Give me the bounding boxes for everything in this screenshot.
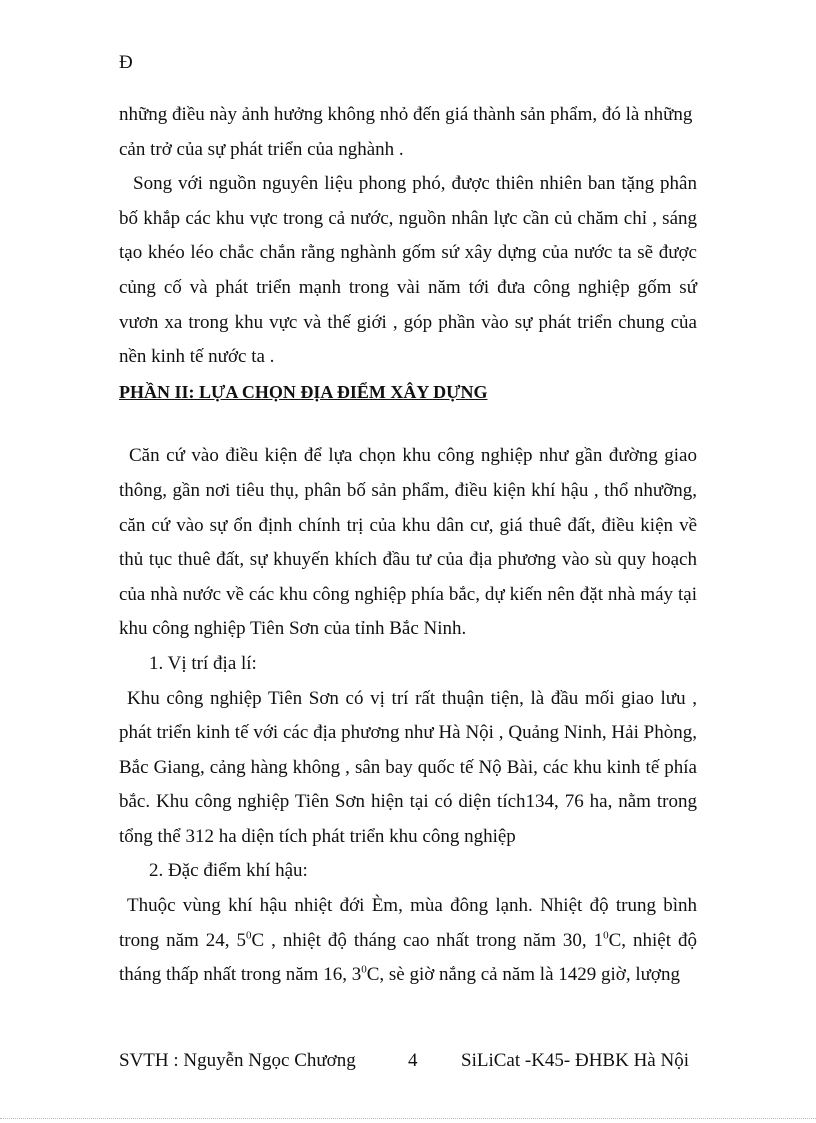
header-mark: Đ xyxy=(119,52,133,73)
page-bottom-rule xyxy=(0,1118,816,1119)
item-2-text-b: C , nhiệt độ tháng cao nhất trong năm 30, 1 xyxy=(251,929,604,951)
intro-paragraph: Căn cứ vào điều kiện để lựa chọn khu công nghiệp như gần đường giao thông, gần nơi tiêu thụ, phân bố sản phẩm, điều kiện khí hậu , thổ nhưỡng, căn cứ vào sự ổn định chính trị của khu dân cư, giá thuê đất, điều kiện về thủ tục thuê đất, sự khuyến khích đầu tư của địa phương vào sù quy hoạch của nhà nước về các khu công nghiệp phía bắc, dự kiến nên đặt nhà máy tại khu công nghiệp Tiên Sơn của tỉnh Bắc Ninh. xyxy=(119,445,697,640)
paragraph-1-line-2: cản trở của sự phát triển của nghành . xyxy=(119,138,404,160)
item-2-text xyxy=(119,889,697,993)
item-2-text-c: C, nhiệt độ tháng thấp nhất trong năm 16, 3 xyxy=(119,929,697,986)
degree-superscript: 0 xyxy=(246,929,252,942)
item-2-title: 2. Đặc điểm khí hậu: xyxy=(149,860,308,882)
degree-superscript: 0 xyxy=(361,963,367,976)
paragraph-1-line-1: những điều này ảnh hưởng không nhỏ đến giá thành sản phẩm, đó là những xyxy=(119,104,693,125)
section-heading: PHẦN II: LỰA CHỌN ĐỊA ĐIỂM XÂY DỰNG xyxy=(119,381,488,402)
footer-author: SVTH : Nguyễn Ngọc Chương xyxy=(119,1050,356,1071)
paragraph-2: Song với nguồn nguyên liệu phong phó, được thiên nhiên ban tặng phân bố khắp các khu vực trong cả nước, nguồn nhân lực cần củ chăm chỉ , sáng tạo khéo léo chắc chắn rằng nghành gốm sứ xây dựng của nước ta sẽ được củng cố và phát triển mạnh trong vài năm tới đưa công nghiệp gốm sứ vươn xa trong khu vực và thế giới , góp phần vào sự phát triển chung của nền kinh tế nước ta . xyxy=(119,173,697,368)
footer-page-number: 4 xyxy=(408,1050,418,1071)
item-1-title: 1. Vị trí địa lí: xyxy=(149,652,257,674)
item-2-text-a: Thuộc vùng khí hậu nhiệt đới Èm, mùa đông lạnh. Nhiệt độ trung bình trong năm 24, 5 xyxy=(119,895,697,951)
degree-superscript: 0 xyxy=(603,929,609,942)
item-2-text-d: C, sè giờ nắng cả năm là 1429 giờ, lượng xyxy=(366,964,680,986)
footer-school: SiLiCat -K45- ĐHBK Hà Nội xyxy=(461,1050,689,1071)
spacer xyxy=(119,409,697,439)
item-1-text: Khu công nghiệp Tiên Sơn có vị trí rất thuận tiện, là đầu mối giao lưu , phát triển kinh tế với các địa phương như Hà Nội , Quảng Ninh, Hải Phòng, Bắc Giang, cảng hàng không , sân bay quốc tế Nộ Bài, các khu kinh tế phía bắc. Khu công nghiệp Tiên Sơn hiện tại có diện tích134, 76 ha, nằm trong tổng thể 312 ha diện tích phát triển khu công nghiệp xyxy=(119,687,697,847)
body-text xyxy=(119,98,697,993)
